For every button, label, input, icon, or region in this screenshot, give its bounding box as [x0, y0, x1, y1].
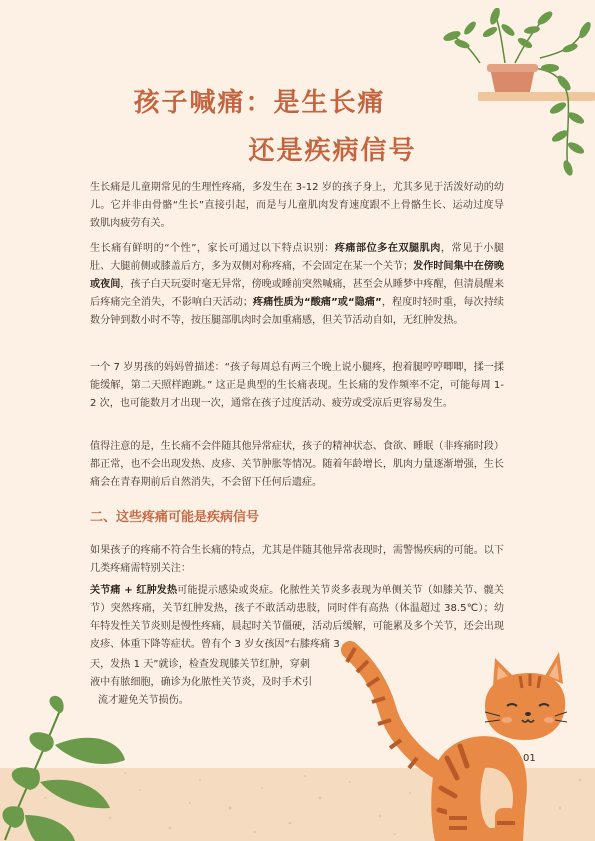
text-segment: ，常见于小腿肚、大腿前侧或膝盖后方，多为双侧对称疼痛，不会固定在某一个关节；	[90, 243, 504, 272]
title-line-1: 孩子喊痛：是生长痛	[133, 88, 386, 118]
text-segment: 可能提示感染或炎症。化脓性关节炎多表现为单侧关节（如膝关节、髋关节）突然疼痛，关节红肿发热，孩子不敢活动患肢，同时伴有高热（体温超过 38.5℃）；幼年特发性关节炎则是慢性疼痛，晨起时关节僵硬，活动后缓解，可能累及多个关节，还会出现皮疹、体重下降等症状。曾有个 3 岁女孩因“右膝疼痛 3	[90, 585, 504, 650]
paragraph-note: 值得注意的是，生长痛不会伴随其他异常症状，孩子的精神状态、食欲、睡眠（非疼痛时段）都正常，也不会出现发热、皮疹、关节肿胀等情况。随着年龄增长，肌肉力量逐渐增强，生长痛会在青春期前后自然消失，不会留下任何后遗症。	[90, 441, 504, 488]
text-segment: ，孩子白天玩耍时毫无异常，傍晚或睡前突然喊痛，甚至会从睡梦中疼醒，但清晨醒来后疼痛完全消失，不影响白天活动；	[90, 279, 505, 308]
title-line-2: 还是疾病信号	[248, 136, 417, 166]
bold-phrase: 疼痛性质为“酸痛”或“隐痛”	[252, 297, 382, 308]
section-heading: 二、这些疼痛可能是疾病信号	[90, 510, 260, 525]
text-line: 流才避免关节损伤。	[98, 695, 189, 706]
text-segment: ，程度时轻时重，每次持续数分钟到数小时不等，按压腿部肌肉时会加重痛感，但关节活动自如，无红肿发热。	[90, 297, 505, 326]
text-line: 液中有脓细胞，确诊为化脓性关节炎，及时手术引	[90, 677, 313, 688]
leaf-branch-icon	[0, 690, 135, 841]
bold-phrase: 发作时间集中在傍晚或夜间	[90, 261, 505, 290]
paragraph-case: 一个 7 岁男孩的妈妈曾描述：“孩子每周总有两三个晚上说小腿疼，抱着腿哼哼唧唧，揉一揉能缓解，第二天照样跑跳。” 这正是典型的生长痛表现。生长痛的发作频率不定，可能每周 1-2 次，也可能数月才出现一次，通常在孩子过度活动、疲劳或受凉后更容易发生。	[90, 362, 504, 409]
bold-phrase: 关节痛 + 红肿发热	[90, 585, 178, 596]
paragraph-characteristics	[90, 240, 504, 330]
page-number: 01	[523, 753, 536, 764]
bold-phrase: 疼痛部位多在双腿肌肉	[334, 243, 441, 254]
paragraph-intro: 生长痛是儿童期常见的生理性疼痛，多发生在 3-12 岁的孩子身上，尤其多见于活泼好动的幼儿。它并非由骨骼“生长”直接引起，而是与儿童肌肉发育速度跟不上骨骼生长、运动过度导致肌肉疲劳有关。	[90, 182, 504, 229]
text-segment: 生长痛有鲜明的“个性”，家长可通过以下特点识别：	[90, 243, 335, 254]
cat-illustration	[335, 628, 567, 841]
paragraph-warning: 如果孩子的疼痛不符合生长痛的特点，尤其是伴随其他异常表现时，需警惕疾病的可能。以下几类疼痛需特别关注：	[90, 545, 504, 574]
text-line: 天，发热 1 天”就诊，检查发现膝关节红肿，穿刺	[90, 659, 310, 670]
